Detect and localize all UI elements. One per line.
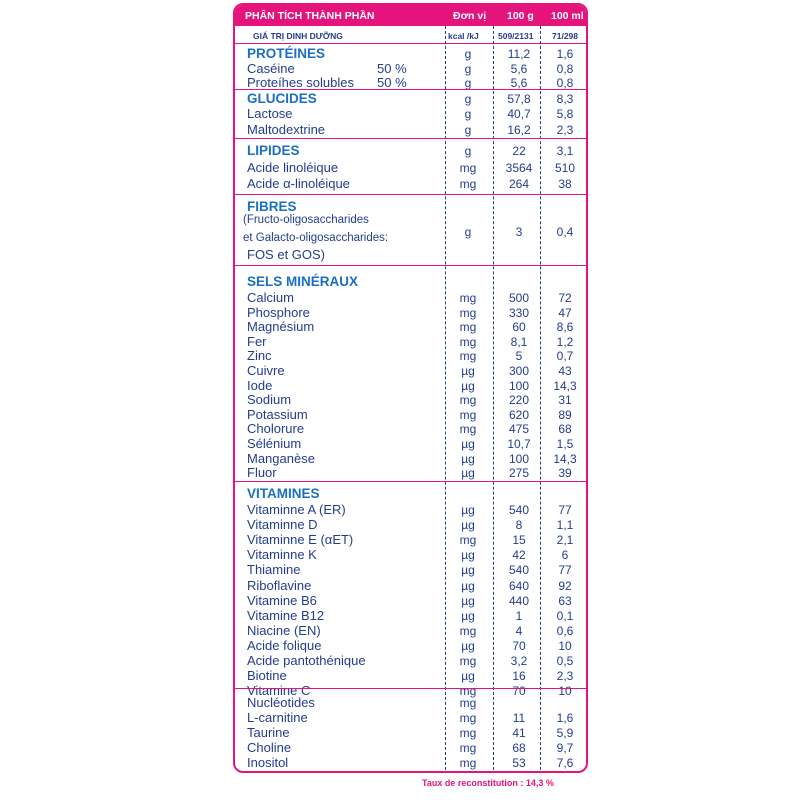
energy-unit: kcal /kJ [448,31,479,41]
row-value-100ml: 92 [558,579,572,593]
row-value-100ml: 31 [558,393,572,407]
row-unit: mg [459,684,477,698]
row-value-100g: 5,6 [510,76,528,90]
row-unit: µg [461,563,475,577]
row-unit: mg [459,291,477,305]
row-value-100g: 70 [512,639,526,653]
row-unit: g [464,76,472,90]
row-value-100g: 8 [515,518,523,532]
row-unit: µg [461,379,475,393]
row-label: Biotine [247,668,287,683]
row-value-100ml: 0,5 [556,654,574,668]
row-value-100ml: 10 [558,639,572,653]
row-value-100g: 60 [512,320,526,334]
fibres-description-line: FOS et GOS) [247,247,326,262]
row-value-100g: 500 [508,291,530,305]
row-label: Sélénium [247,436,302,451]
row-label: Proteíhes solubles [247,75,354,90]
row-label: Maltodextrine [247,122,326,137]
row-value-100ml: 5,9 [556,726,574,740]
row-unit: µg [461,579,475,593]
row-unit: µg [461,548,475,562]
row-value-100ml: 2,3 [556,669,574,683]
row-value-100ml: 77 [558,503,572,517]
row-value-100ml: 1,6 [556,711,574,725]
section-value-100ml: 1,6 [556,47,574,61]
row-label: Fer [247,334,267,349]
row-value-100g: 41 [512,726,526,740]
row-value-100g: 5,6 [510,62,528,76]
row-unit: µg [461,466,475,480]
row-value-100ml: 1,5 [556,437,574,451]
row-value-100g: 68 [512,741,526,755]
row-unit: g [464,62,472,76]
row-label: Fluor [247,465,277,480]
row-value-100g: 1 [515,609,523,623]
row-label: Vitaminne K [247,547,317,562]
row-value-100g: 8,1 [510,335,528,349]
row-label: Manganèse [247,451,315,466]
row-label: Inositol [247,755,289,770]
row-value-100g: 10,7 [507,437,531,451]
table-header [235,5,586,26]
row-value-100g: 5 [515,349,523,363]
row-label: Vitaminne E (αET) [247,532,354,547]
header-unit: Đơn vị [453,10,487,22]
row-unit: mg [459,726,477,740]
fibres-description-line: (Fructo-oligosaccharides [243,214,369,226]
row-value-100ml: 77 [558,563,572,577]
row-label: Cuivre [247,363,285,378]
row-value-100ml: 72 [558,291,572,305]
row-unit: mg [459,349,477,363]
row-value-100ml: 63 [558,594,572,608]
row-value-100g: 70 [512,684,526,698]
row-value-100ml: 47 [558,306,572,320]
row-value-100g: 42 [512,548,526,562]
row-unit: µg [461,669,475,683]
section-unit: g [464,47,472,61]
row-label: Cholorure [247,421,305,436]
row-value-100ml: 6 [561,548,569,562]
row-value-100ml: 0,7 [556,349,574,363]
row-value-100ml: 89 [558,408,572,422]
row-value-100g: 300 [508,364,530,378]
row-value-100g: 440 [508,594,530,608]
row-value-100g: 330 [508,306,530,320]
row-unit: mg [459,654,477,668]
row-label: Acide α-linoléique [247,176,350,191]
reconstitution-note: Taux de reconstitution : 14,3 % [422,778,554,788]
row-unit: µg [461,639,475,653]
row-unit: µg [461,518,475,532]
section-value-100g: 22 [512,144,526,158]
row-value-100ml: 5,8 [556,107,574,121]
section-value-100g: 57,8 [507,92,531,106]
energy-100g: 509/2131 [498,31,534,41]
header-100g: 100 g [507,10,534,22]
row-value-100g: 3,2 [510,654,528,668]
row-label: Magnésium [247,319,315,334]
section-value-100g: 11,2 [507,47,531,61]
row-value-100g: 15 [512,533,526,547]
row-value-100ml: 0,1 [556,609,574,623]
section-divider [235,138,586,139]
row-unit: mg [459,393,477,407]
row-unit: mg [459,408,477,422]
row-value-100ml: 7,6 [556,756,574,770]
row-label: Riboflavine [247,578,312,593]
row-value-100g: 3564 [505,161,533,175]
row-value-100ml: 9,7 [556,741,574,755]
row-value-100ml: 14,3 [553,452,577,466]
section-title-sels: SELS MINÉRAUX [247,274,359,289]
row-value-100g: 3 [515,225,523,239]
row-unit: g [464,107,472,121]
row-unit: mg [459,306,477,320]
row-value-100g: 16,2 [507,123,531,137]
energy-label: GIÁ TRỊ DINH DƯỠNG [253,31,343,41]
row-label: Sodium [247,392,292,407]
row-value-100g: 620 [508,408,530,422]
row-value-100ml: 0,8 [556,62,574,76]
row-percentage: 50 % [377,75,407,90]
row-label: Vitaminne D [247,517,318,532]
row-label: Niacine (EN) [247,623,321,638]
row-value-100ml: 2,1 [556,533,574,547]
row-value-100g: 100 [508,452,530,466]
row-percentage: 50 % [377,61,407,76]
row-label: Taurine [247,725,290,740]
row-value-100g: 40,7 [507,107,531,121]
section-title-glucides: GLUCIDES [247,91,317,106]
row-value-100g: 11 [512,711,526,725]
row-unit: mg [459,741,477,755]
row-value-100g: 540 [508,503,530,517]
row-value-100g: 4 [515,624,523,638]
row-unit: µg [461,452,475,466]
row-label: Zinc [247,348,272,363]
row-label: Vitamine B12 [247,608,325,623]
section-divider [235,89,586,90]
row-value-100g: 475 [508,422,530,436]
row-unit: µg [461,437,475,451]
row-label: Acide linoléique [247,160,339,175]
row-value-100ml: 0,6 [556,624,574,638]
row-label: Caséine [247,61,295,76]
row-label: Nucléotides [247,695,315,710]
row-value-100ml: 2,3 [556,123,574,137]
row-unit: µg [461,364,475,378]
section-divider [235,688,586,689]
row-value-100g: 640 [508,579,530,593]
header-title: PHÂN TÍCH THÀNH PHẦN [245,10,375,22]
row-unit: mg [459,756,477,770]
energy-100ml: 71/298 [552,31,578,41]
row-value-100g: 275 [508,466,530,480]
row-value-100g: 53 [512,756,526,770]
row-value-100ml: 8,6 [556,320,574,334]
row-unit: mg [459,696,477,710]
row-value-100ml: 1,2 [556,335,574,349]
section-title-proteines: PROTÉINES [247,46,326,61]
section-divider [235,265,586,266]
section-divider [235,481,586,482]
row-value-100ml: 43 [558,364,572,378]
fibres-description-line: et Galacto-oligosaccharides: [243,232,389,244]
row-unit: g [464,123,472,137]
row-value-100ml: 0,4 [556,225,574,239]
row-unit: mg [459,320,477,334]
section-unit: g [464,144,472,158]
section-value-100ml: 3,1 [556,144,574,158]
section-divider [235,194,586,195]
section-title-lipides: LIPIDES [247,143,300,158]
row-label: Phosphore [247,305,310,320]
row-label: Thiamine [247,562,301,577]
row-unit: µg [461,609,475,623]
row-value-100ml: 39 [558,466,572,480]
row-unit: mg [459,177,477,191]
row-label: Calcium [247,290,294,305]
section-value-100ml: 8,3 [556,92,574,106]
row-value-100ml: 38 [558,177,572,191]
row-label: Acide folique [247,638,322,653]
row-label: Potassium [247,407,308,422]
row-label: Iode [247,378,273,393]
row-unit: mg [459,161,477,175]
row-label: L-carnitine [247,710,308,725]
row-unit: µg [461,594,475,608]
row-value-100ml: 0,8 [556,76,574,90]
row-unit: g [464,225,472,239]
row-value-100ml: 68 [558,422,572,436]
row-unit: mg [459,533,477,547]
row-value-100g: 540 [508,563,530,577]
section-unit: g [464,92,472,106]
row-unit: mg [459,711,477,725]
row-value-100ml: 510 [554,161,576,175]
row-value-100ml: 14,3 [553,379,577,393]
row-value-100ml: 10 [558,684,572,698]
row-unit: mg [459,422,477,436]
row-label: Choline [247,740,292,755]
header-100ml: 100 ml [551,10,584,22]
row-value-100g: 220 [508,393,530,407]
row-value-100ml: 1,1 [556,518,574,532]
row-value-100g: 100 [508,379,530,393]
row-unit: mg [459,335,477,349]
section-title-vitamines: VITAMINES [247,486,320,501]
row-label: Acide pantothénique [247,653,366,668]
row-label: Vitaminne A (ER) [247,502,346,517]
section-divider [235,43,586,44]
row-unit: mg [459,624,477,638]
row-unit: µg [461,503,475,517]
nutrition-table [233,3,588,773]
row-label: Lactose [247,106,293,121]
section-title-fibres: FIBRES [247,199,297,214]
row-label: Vitamine B6 [247,593,317,608]
row-label: Vitamine C [247,683,311,698]
row-value-100g: 264 [508,177,530,191]
row-value-100g: 16 [512,669,526,683]
